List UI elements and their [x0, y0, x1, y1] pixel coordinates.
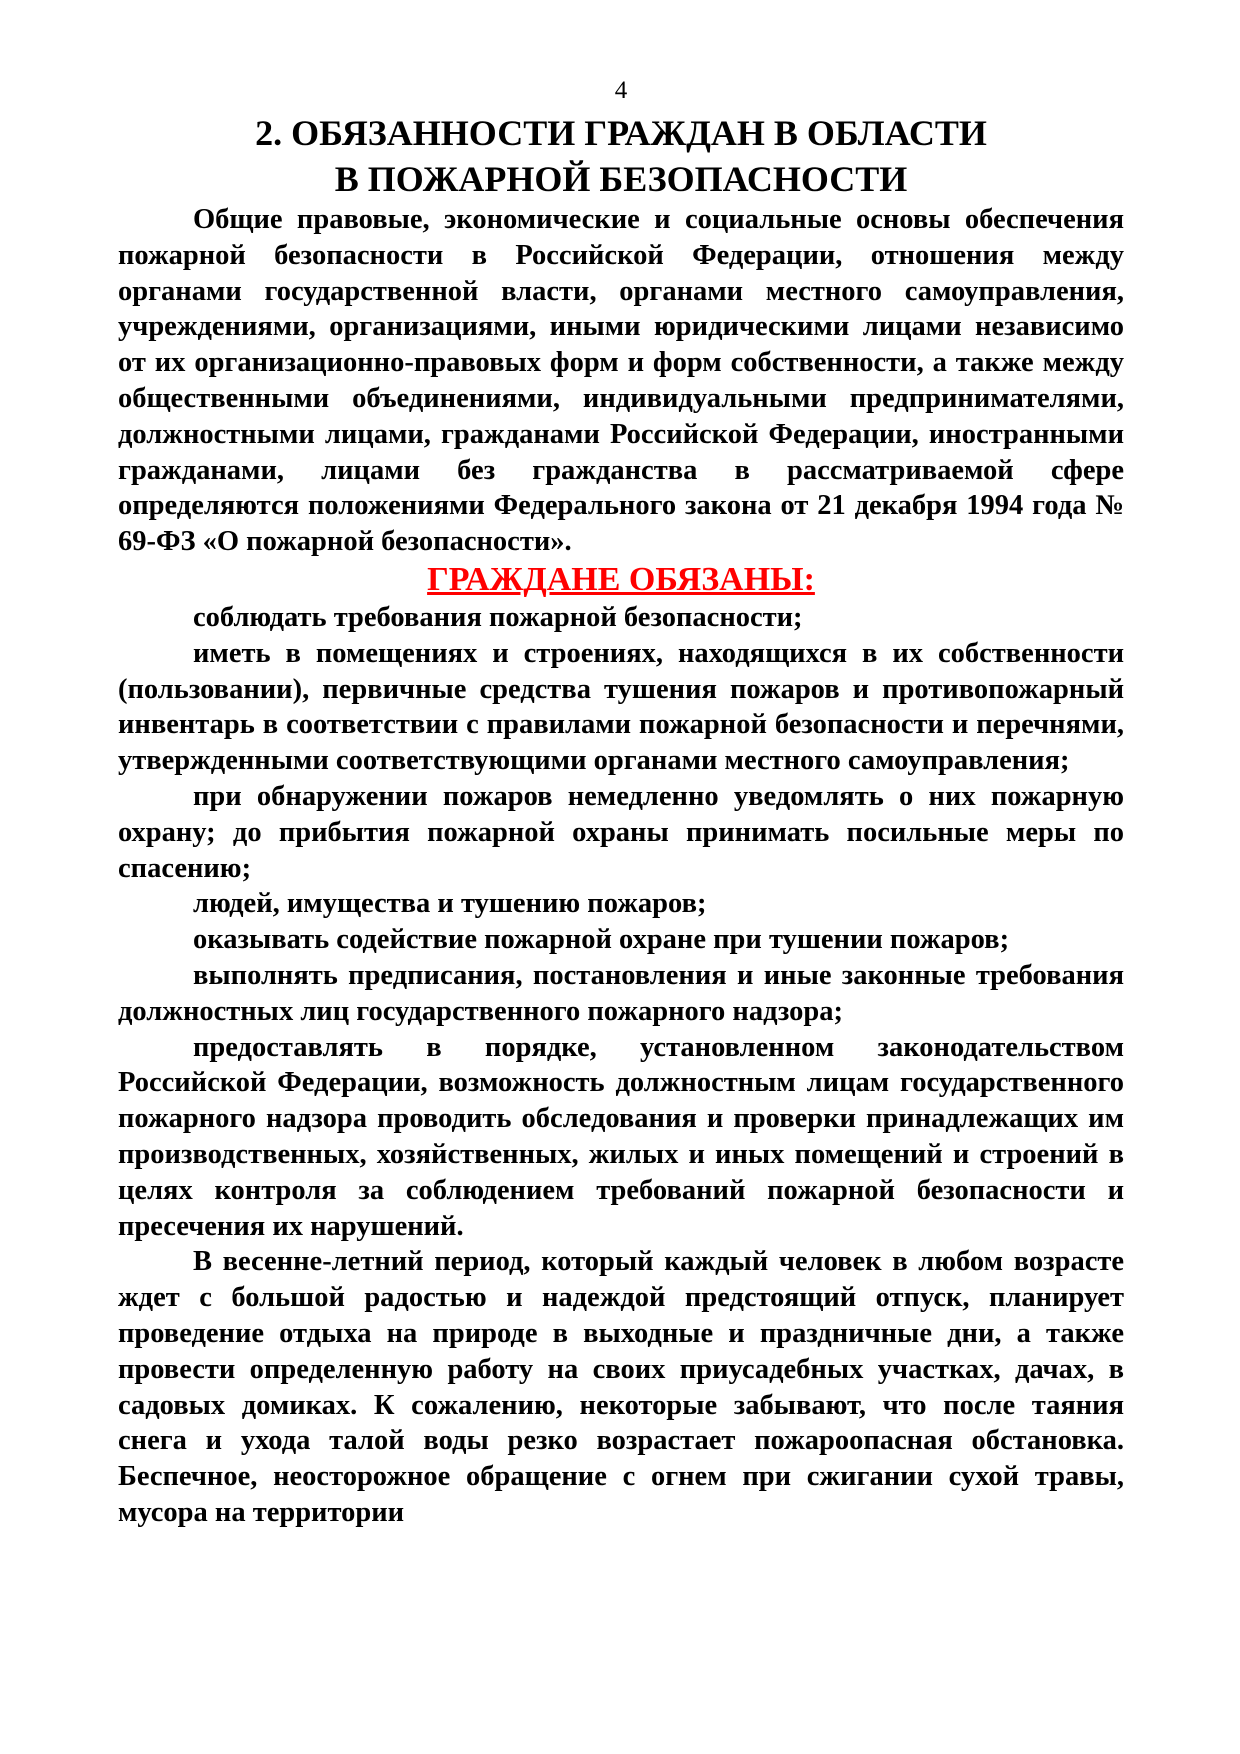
obligations-heading: ГРАЖДАНЕ ОБЯЗАНЫ: — [427, 560, 815, 598]
document-page — [118, 72, 1124, 1531]
obligation-item: иметь в помещениях и строениях, находящихся в их собственности (пользовании), первичные средства тушения пожаров и противопожарный инвентарь в соответствии с правилами пожарной безопасности и перечнями, утвержденными соответствующими органами местного самоуправления; — [118, 637, 1124, 777]
document-body — [118, 202, 1124, 1531]
obligations-list — [118, 600, 1124, 1244]
obligation-item: предоставлять в порядке, установленном законодательством Российской Федерации, возможность должностным лицам государственного пожарного надзора проводить обследования и проверки принадлежащих им производственных, хозяйственных, жилых и иных помещений и строений в целях контроля за соблюдением требований пожарной безопасности и пресечения их нарушений. — [118, 1031, 1124, 1242]
section-heading-line-1: 2. ОБЯЗАННОСТИ ГРАЖДАН В ОБЛАСТИ — [255, 113, 987, 153]
section-heading — [118, 110, 1124, 202]
obligation-item: выполнять предписания, постановления и иные законные требования должностных лиц государственного пожарного надзора; — [118, 959, 1124, 1027]
obligation-item: людей, имущества и тушению пожаров; — [193, 888, 707, 920]
page-number: 4 — [614, 77, 628, 104]
intro-paragraph: Общие правовые, экономические и социальные основы обеспечения пожарной безопасности в Российской Федерации, отношения между органами государственной власти, органами местного самоуправления, учреждениями, организациями, иными юридическими лицами независимо от их организационно-правовых форм и форм собственности, а также между общественными объединениями, индивидуальными предпринимателями, должностными лицами, гражданами Российской Федерации, иностранными гражданами, лицами без гражданства в рассматриваемой сфере определяются положениями Федерального закона от 21 декабря 1994 года № 69-ФЗ «О пожарной безопасности». — [118, 204, 1124, 558]
closing-paragraph: В весенне-летний период, который каждый человек в любом возрасте ждет с большой радостью и надеждой предстоящий отпуск, планирует проведение отдыха на природе в выходные и праздничные дни, а также провести определенную работу на своих приусадебных участках, дачах, в садовых домиках. К сожалению, некоторые забывают, что после таяния снега и ухода талой воды резко возрастает пожароопасная обстановка. Беспечное, неосторожное обращение с огнем при сжигании сухой травы, мусора на территории — [118, 1246, 1124, 1528]
section-heading-line-2: В ПОЖАРНОЙ БЕЗОПАСНОСТИ — [334, 159, 908, 199]
obligation-item: соблюдать требования пожарной безопасности; — [193, 601, 803, 633]
obligation-item: оказывать содействие пожарной охране при тушении пожаров; — [193, 924, 1010, 956]
obligation-item: при обнаружении пожаров немедленно уведомлять о них пожарную охрану; до прибытия пожарной охраны принимать посильные меры по спасению; — [118, 780, 1124, 884]
